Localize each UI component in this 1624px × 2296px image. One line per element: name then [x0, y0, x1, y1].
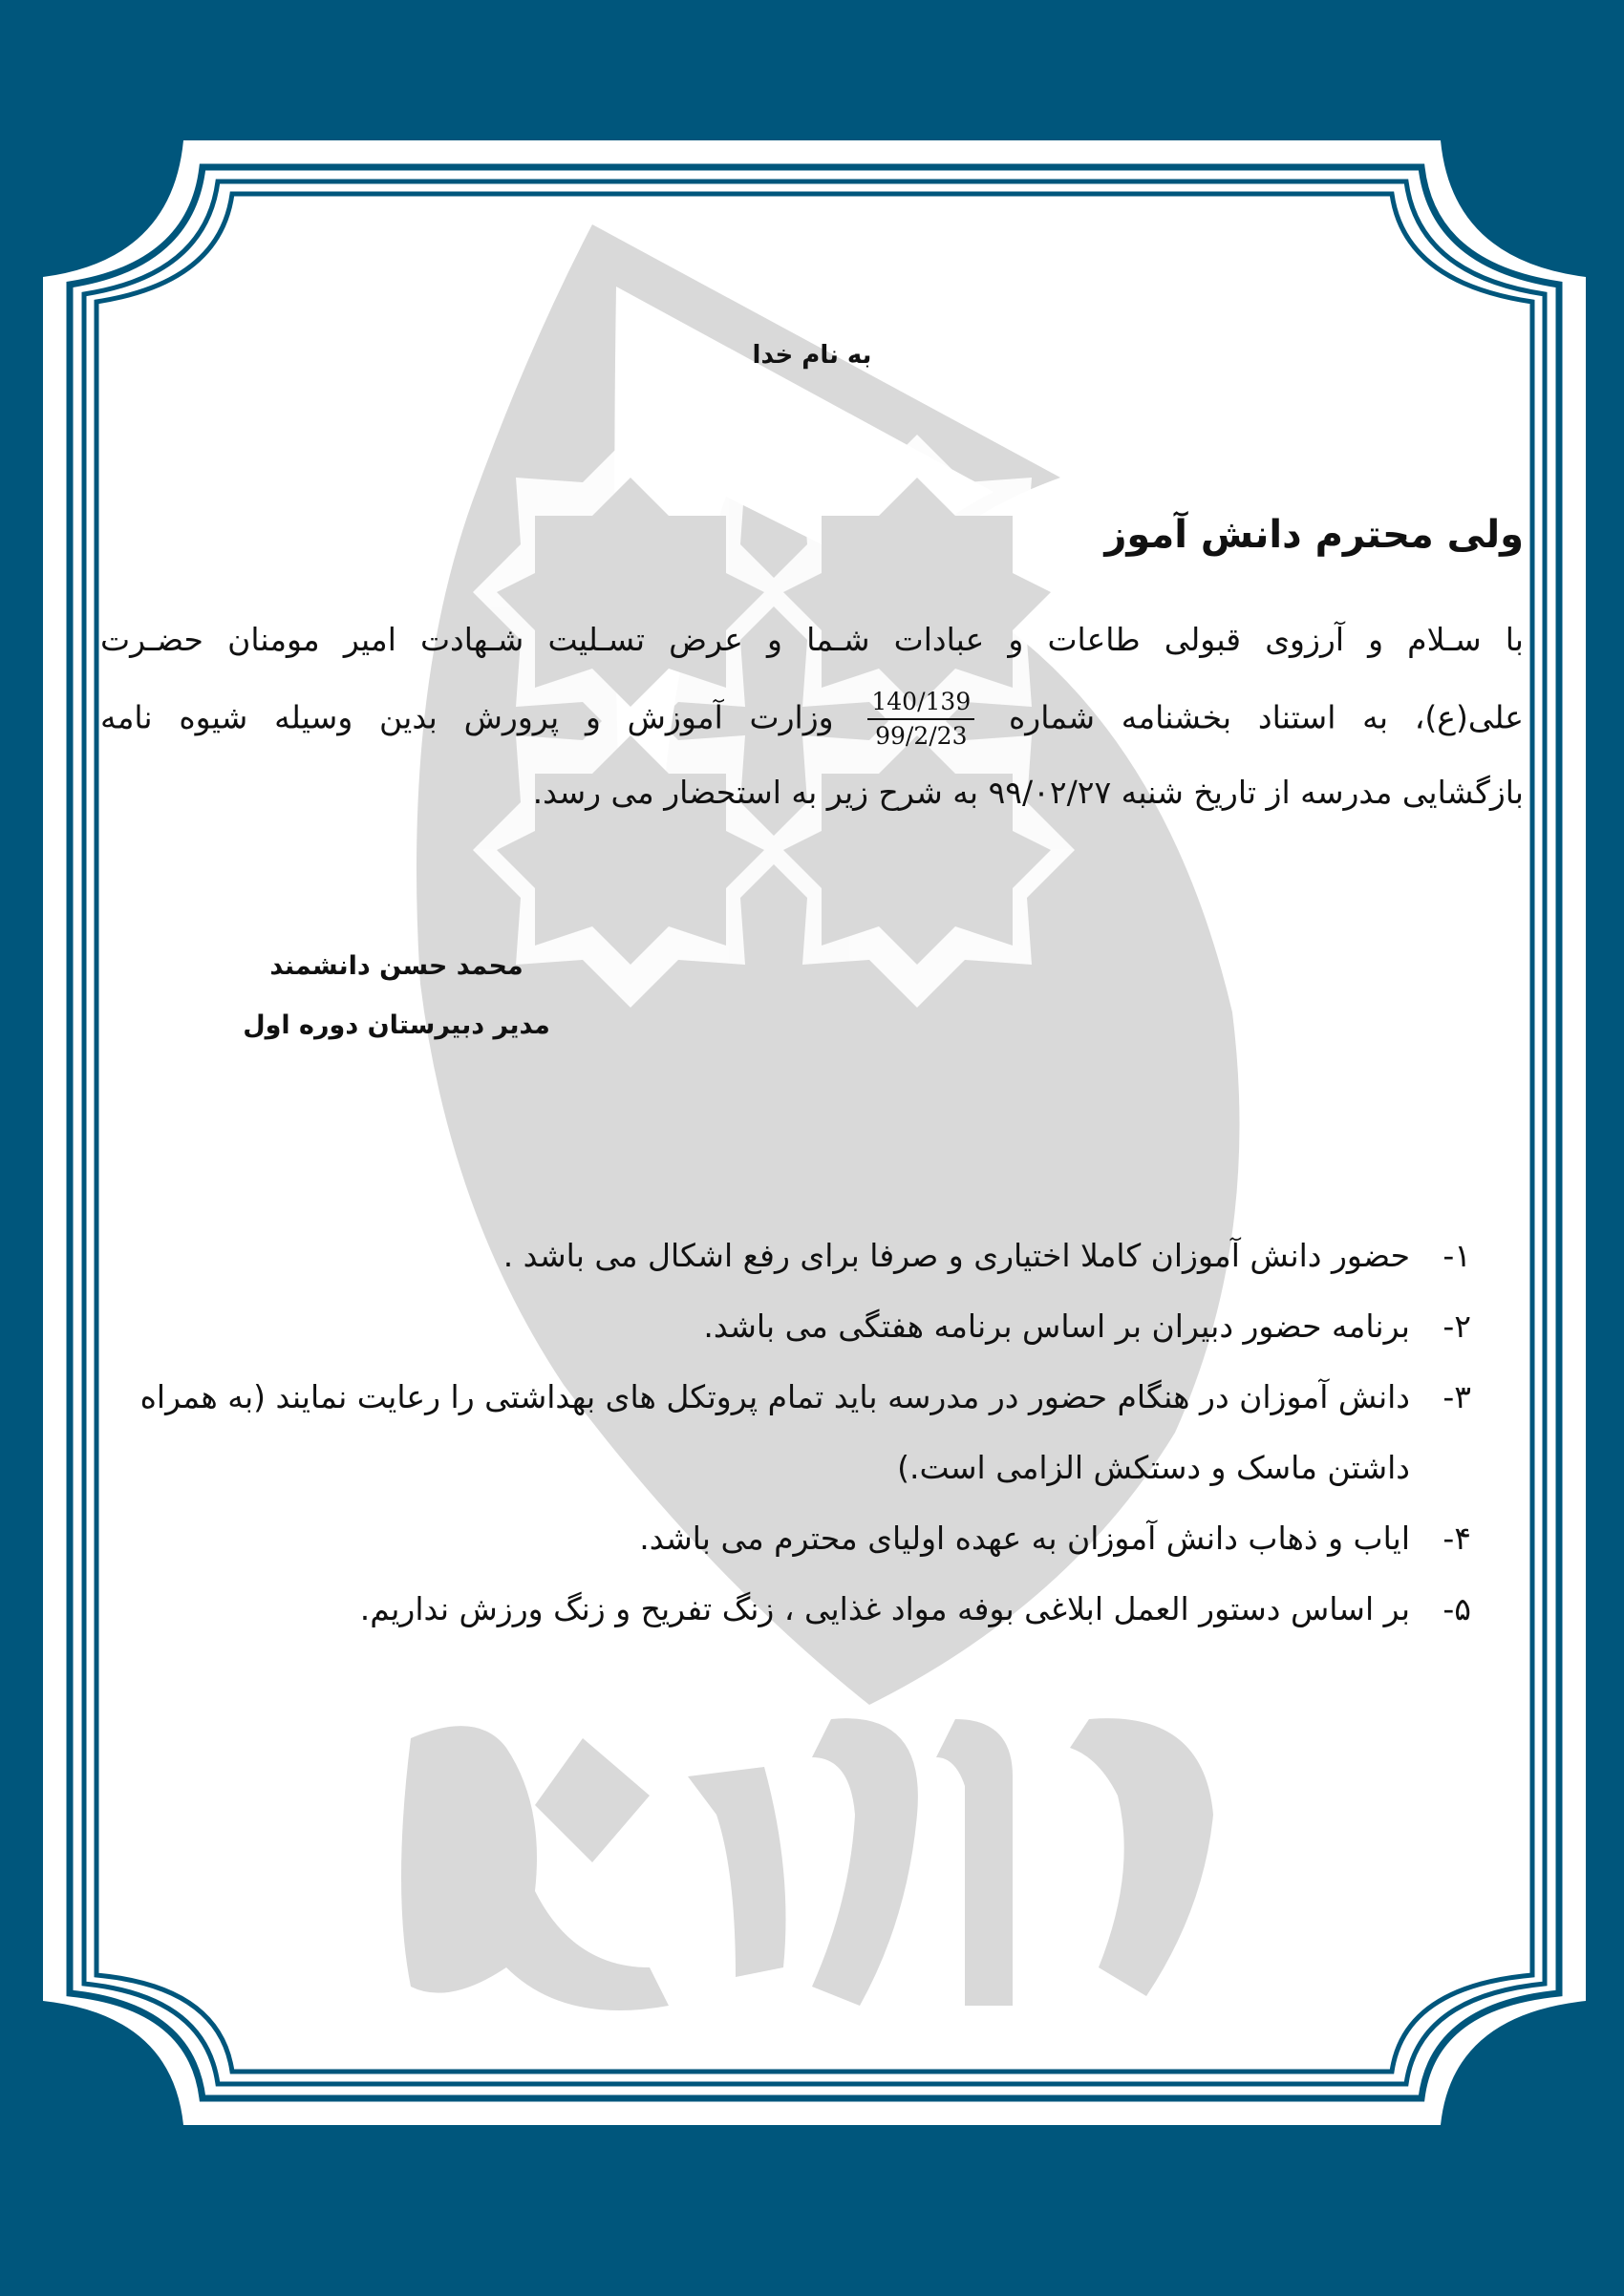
signatory-title: مدیر دبیرستان دوره اول: [243, 1010, 550, 1040]
list-item-number: ۵-: [1442, 1590, 1471, 1627]
signatory-name: محمد حسن دانشمند: [269, 951, 524, 981]
paragraph-line-2: [100, 686, 1524, 762]
list-item-number: ۴-: [1442, 1520, 1471, 1557]
fraction-numerator: 140/139: [867, 686, 974, 720]
list-item-number: ۱-: [1442, 1237, 1471, 1274]
rules-list: [134, 1221, 1471, 1645]
list-item-text: بر اساس دستور العمل ابلاغی بوفه مواد غذایی ، زنگ تفریح و زنگ ورزش نداریم.: [359, 1590, 1410, 1627]
list-item-text: ایاب و ذهاب دانش آموزان به عهده اولیای محترم می باشد.: [639, 1520, 1410, 1557]
circular-number-fraction: [867, 686, 974, 753]
list-item-text: دانش آموزان در هنگام حضور در مدرسه باید تمام پروتکل های بهداشتی را رعایت نمایند (به همراه داشتن ماسک و دستکش الزامی است.): [139, 1378, 1410, 1486]
paragraph-line-2-start: علی(ع)، به استناد بخشنامه شماره: [1009, 698, 1524, 736]
fraction-denominator: 99/2/23: [875, 722, 968, 750]
basmala-heading: به نام خدا: [752, 341, 872, 370]
list-item-number: ۲-: [1442, 1307, 1471, 1345]
list-item: [134, 1291, 1471, 1362]
list-item-text: برنامه حضور دبیران بر اساس برنامه هفتگی می باشد.: [703, 1307, 1410, 1345]
paragraph-line-3: بازگشایی مدرسه از تاریخ شنبه ۹۹/۰۲/۲۷ به شرح زیر به استحضار می رسد.: [532, 774, 1524, 811]
list-item-text: حضور دانش آموزان کاملا اختیاری و صرفا برای رفع اشکال می باشد .: [502, 1237, 1410, 1274]
list-item: [134, 1221, 1471, 1291]
list-item-number: ۳-: [1442, 1378, 1471, 1415]
salutation-heading: ولی محترم دانش آموز: [1104, 513, 1524, 557]
list-item: [134, 1503, 1471, 1574]
body-paragraph: [100, 609, 1524, 839]
paragraph-line-2-end: وزارت آموزش و پرورش بدین وسیله شیوه نامه: [100, 698, 834, 736]
paragraph-line-1: با سـلام و آرزوی قبولی طاعات و عبادات شـما و عرض تسـلیت شـهادت امیر مومنان حضـرت: [100, 621, 1524, 658]
list-item: [134, 1362, 1471, 1503]
list-item: [134, 1574, 1471, 1645]
